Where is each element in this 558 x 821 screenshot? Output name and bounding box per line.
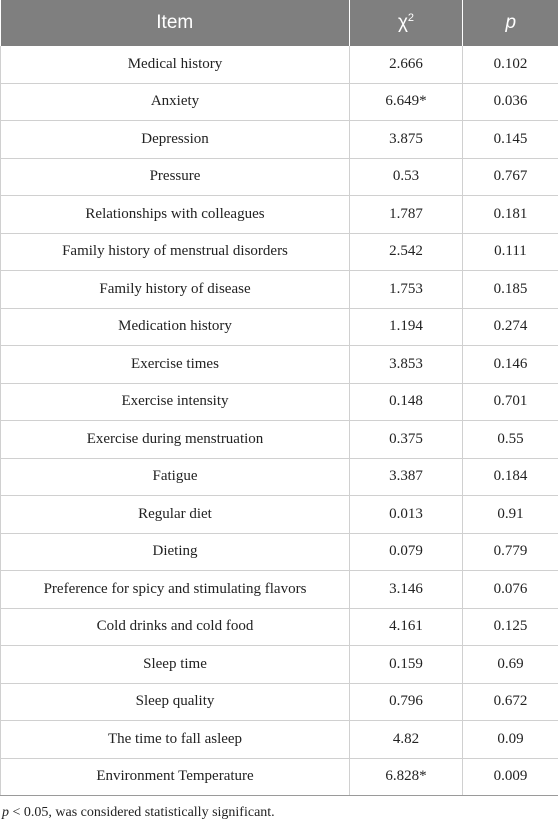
header-chi-square [350,0,463,46]
cell-chi-square: 0.079 [350,533,463,571]
cell-p-value: 0.125 [463,608,558,646]
cell-item: Medical history [1,46,350,83]
header-p-value [463,0,558,46]
cell-chi-square: 3.387 [350,458,463,496]
cell-item: Dieting [1,533,350,571]
cell-p-value: 0.102 [463,46,558,83]
cell-chi-square: 0.53 [350,158,463,196]
cell-p-value: 0.69 [463,646,558,684]
table-row [1,758,558,796]
cell-p-value: 0.184 [463,458,558,496]
cell-chi-square: 4.82 [350,721,463,759]
cell-p-value: 0.076 [463,571,558,609]
cell-item: Cold drinks and cold food [1,608,350,646]
table-row [1,646,558,684]
header-item: Item [1,0,350,46]
cell-item: Pressure [1,158,350,196]
cell-p-value: 0.767 [463,158,558,196]
cell-chi-square: 1.194 [350,308,463,346]
cell-p-value: 0.274 [463,308,558,346]
table-row [1,571,558,609]
table-row [1,496,558,534]
cell-p-value: 0.701 [463,383,558,421]
table-header [1,0,558,46]
cell-p-value: 0.111 [463,233,558,271]
cell-item: Fatigue [1,458,350,496]
cell-item: Family history of menstrual disorders [1,233,350,271]
table-row [1,158,558,196]
table-row [1,271,558,309]
cell-chi-square: 4.161 [350,608,463,646]
cell-p-value: 0.036 [463,83,558,121]
table-row [1,683,558,721]
table-row [1,458,558,496]
table-body [1,46,558,796]
cell-item: Sleep quality [1,683,350,721]
cell-p-value: 0.779 [463,533,558,571]
table-row [1,196,558,234]
cell-chi-square: 6.828* [350,758,463,796]
cell-p-value: 0.181 [463,196,558,234]
cell-chi-square: 2.542 [350,233,463,271]
cell-item: Exercise during menstruation [1,421,350,459]
cell-chi-square: 0.375 [350,421,463,459]
table-row [1,233,558,271]
table-row [1,533,558,571]
cell-chi-square: 0.013 [350,496,463,534]
cell-item: Exercise intensity [1,383,350,421]
cell-chi-square: 6.649* [350,83,463,121]
header-p-symbol: p [505,12,516,33]
cell-p-value: 0.91 [463,496,558,534]
table-row [1,308,558,346]
cell-chi-square: 1.787 [350,196,463,234]
cell-chi-square: 3.853 [350,346,463,384]
table-row [1,121,558,159]
cell-chi-square: 0.159 [350,646,463,684]
cell-item: Regular diet [1,496,350,534]
cell-p-value: 0.145 [463,121,558,159]
cell-chi-square: 0.148 [350,383,463,421]
cell-item: Family history of disease [1,271,350,309]
table-row [1,46,558,83]
cell-item: Relationships with colleagues [1,196,350,234]
cell-chi-square: 0.796 [350,683,463,721]
cell-p-value: 0.672 [463,683,558,721]
table-row [1,721,558,759]
table-row [1,346,558,384]
cell-item: Anxiety [1,83,350,121]
cell-chi-square: 3.875 [350,121,463,159]
header-row [1,0,558,46]
cell-item: Preference for spicy and stimulating flavors [1,571,350,609]
header-chi-symbol: χ [398,12,408,33]
table-row [1,83,558,121]
cell-item: Exercise times [1,346,350,384]
cell-p-value: 0.146 [463,346,558,384]
cell-item: Medication history [1,308,350,346]
cell-item: Sleep time [1,646,350,684]
table-row [1,421,558,459]
cell-item: Environment Temperature [1,758,350,796]
cell-item: The time to fall asleep [1,721,350,759]
cell-chi-square: 1.753 [350,271,463,309]
footnote-text: < 0.05, was considered statistically significant. [9,805,275,820]
cell-chi-square: 3.146 [350,571,463,609]
table-row [1,608,558,646]
cell-p-value: 0.185 [463,271,558,309]
header-chi-superscript: 2 [408,12,414,24]
footnote-p-symbol: p [2,805,9,820]
table-row [1,383,558,421]
cell-p-value: 0.09 [463,721,558,759]
cell-item: Depression [1,121,350,159]
cell-chi-square: 2.666 [350,46,463,83]
cell-p-value: 0.55 [463,421,558,459]
cell-p-value: 0.009 [463,758,558,796]
